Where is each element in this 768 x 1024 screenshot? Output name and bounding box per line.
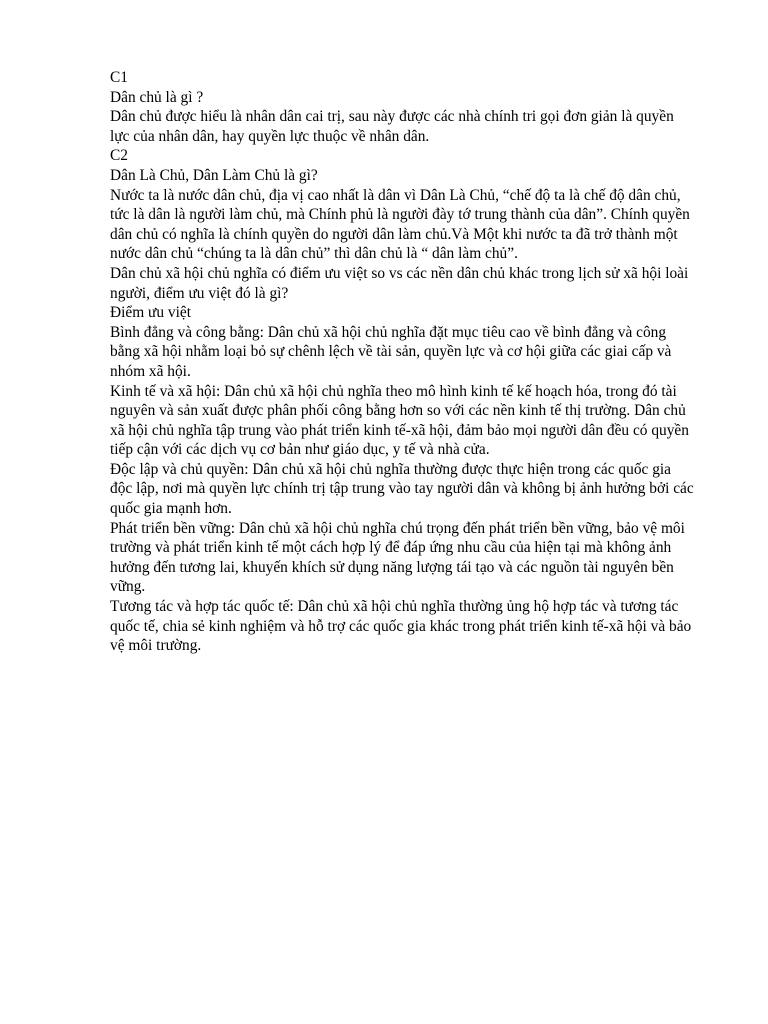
subheading: Điểm ưu việt bbox=[110, 304, 192, 322]
paragraph: Độc lập và chủ quyền: Dân chủ xã hội chủ nghĩa thường được thực hiện trong các quốc gia độc lập, nơi mà quyền lực chính trị tập trung vào tay người dân và không bị ảnh hưởng bởi các quốc gia mạnh hơn. bbox=[110, 460, 698, 518]
document-page bbox=[110, 68, 698, 656]
paragraph: Tương tác và hợp tác quốc tế: Dân chủ xã hội chủ nghĩa thường ủng hộ hợp tác và tương tác quốc tế, chia sẻ kinh nghiệm và hỗ trợ các quốc gia khác trong phát triển kinh tế-xã hội và bảo vệ môi trường. bbox=[110, 598, 696, 655]
question-heading: Dân chủ là gì ? bbox=[110, 88, 204, 106]
question-heading: Dân Là Chủ, Dân Làm Chủ là gì? bbox=[110, 166, 318, 184]
section-label-c2: C2 bbox=[110, 147, 128, 165]
paragraph: Bình đẳng và công bằng: Dân chủ xã hội chủ nghĩa đặt mục tiêu cao về bình đẳng và công bằng xã hội nhằm loại bỏ sự chênh lệch về tài sản, quyền lực và cơ hội giữa các giai cấp và nhóm xã hội. bbox=[110, 323, 676, 380]
paragraph: Phát triển bền vững: Dân chủ xã hội chủ nghĩa chú trọng đến phát triển bền vững, bảo vệ môi trường và phát triển kinh tế một cách hợp lý để đáp ứng nhu cầu của hiện tại mà không ảnh hưởng đến tương lai, khuyến khích sử dụng năng lượng tái tạo và các nguồn tài nguyên bền vững. bbox=[110, 519, 689, 596]
paragraph: Kinh tế và xã hội: Dân chủ xã hội chủ nghĩa theo mô hình kinh tế kế hoạch hóa, trong đó tài nguyên và sản xuất được phân phối công bằng hơn so với các nền kinh tế thị trường. Dân chủ xã hội chủ nghĩa tập trung vào phát triển kinh tế-xã hội, đảm bảo mọi người dân đều có quyền tiếp cận với các dịch vụ cơ bản như giáo dục, y tế và nhà cửa. bbox=[110, 382, 693, 459]
paragraph: Dân chủ được hiểu là nhân dân cai trị, sau này được các nhà chính tri gọi đơn giản là quyền lực của nhân dân, hay quyền lực thuộc về nhân dân. bbox=[110, 108, 678, 145]
question-heading: Dân chủ xã hội chủ nghĩa có điểm ưu việt so vs các nền dân chủ khác trong lịch sử xã hội loài người, điểm ưu việt đó là gì? bbox=[110, 264, 693, 302]
section-label-c1: C1 bbox=[110, 69, 128, 86]
paragraph: Nước ta là nước dân chủ, địa vị cao nhất là dân vì Dân Là Chủ, “chế độ ta là chế độ dân chủ, tức là dân là người làm chủ, mà Chính phủ là người đày tớ trung thành của dân”. Chính quyền dân chủ có nghĩa là chính quyền do người dân làm chủ.Và Một khi nước ta đã trở thành một nước dân chủ “chúng ta là dân chủ” thì dân chủ là “ dân làm chủ”. bbox=[110, 186, 694, 263]
